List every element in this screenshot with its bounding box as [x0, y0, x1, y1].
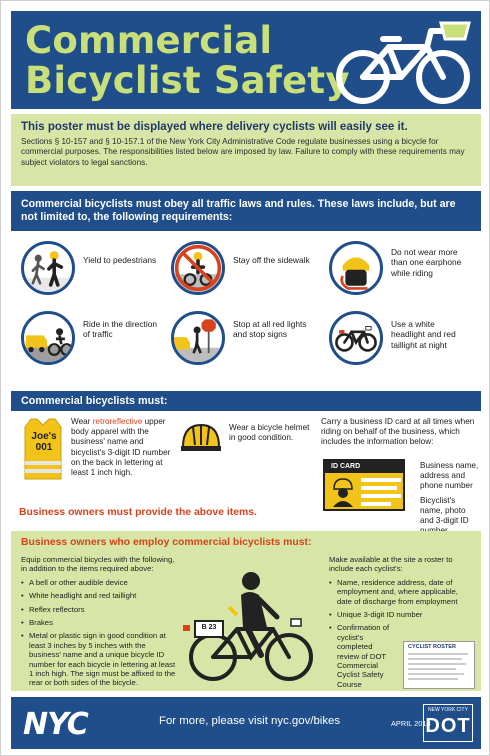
rule-label: Use a white headlight and red taillight at night: [391, 319, 456, 350]
rule-stop: [163, 311, 313, 373]
roster-document: [403, 641, 475, 689]
no-sidewalk-icon: [171, 241, 225, 295]
title-line-1: Commercial: [25, 19, 273, 62]
id-photo-icon: [330, 477, 356, 507]
must-heading: Commercial bicyclists must:: [11, 391, 481, 411]
idcard-item: Business name, address and phone number: [420, 461, 479, 491]
nyc-logo: NYC: [23, 707, 88, 742]
roster-title: CYCLIST ROSTER: [408, 644, 456, 650]
roster-item: • Unique 3-digit ID number: [329, 610, 473, 619]
bicycle-icon: [331, 17, 473, 105]
intro-box: [11, 114, 481, 186]
rule-label: Yield to pedestrians: [83, 255, 157, 265]
helmet-icon: [179, 421, 223, 461]
footer-banner: [11, 697, 481, 749]
rule-label: Stop at all red lights and stop signs: [233, 319, 307, 340]
dot-logo-big: DOT: [425, 715, 471, 737]
poster-date: APRIL 2013: [391, 719, 431, 728]
equipment-item: • Brakes: [21, 618, 177, 627]
idcard-requirement-text: Carry a business ID card at all times when riding on behalf of the business, which includes the information below:: [321, 417, 475, 447]
earphone-icon: [329, 241, 383, 295]
helmet-requirement-text: Wear a bicycle helmet in good condition.: [229, 423, 310, 443]
roster-intro: Make available at the site a roster to include each cyclist's:: [329, 555, 453, 574]
roster-item: • Name, residence address, date of employment and, where applicable, date of discharge from employment: [329, 578, 473, 606]
equipment-column: [21, 555, 177, 688]
bike-lights-icon: [329, 311, 383, 365]
vest-name-label: Joe's: [31, 431, 57, 442]
retroreflective-highlight: retroreflective: [92, 417, 143, 426]
id-card-label: ID CARD: [325, 461, 403, 473]
rule-direction: [13, 311, 163, 373]
equipment-item: • Metal or plastic sign in good condition at least 3 inches by 5 inches with the business' name and a unique bicycle ID number for each bicycle in lettering at least 1 inch high. The sign must be affixed to the rear or both sides of the bicycle.: [21, 631, 177, 687]
intro-body: Sections § 10-157 and § 10-157.1 of the New York City Administrative Code regulate businesses using a bicycle for commercial purposes. The responsibilities listed below are imposed by law. Failure to comply with these requirements may subject violators to legal sanctions.: [21, 137, 465, 167]
dot-logo-small: NEW YORK CITY: [428, 707, 468, 713]
rule-sidewalk: [163, 241, 313, 303]
owners-provide-line: Business owners must provide the above items.: [19, 507, 257, 518]
basket-icon: [441, 23, 469, 39]
rule-label: Stay off the sidewalk: [233, 255, 310, 265]
stop-sign-icon: [171, 311, 225, 365]
employers-heading: Business owners who employ commercial bicyclists must:: [21, 537, 312, 548]
employers-section: [11, 531, 481, 691]
poster-title: [25, 21, 350, 101]
visit-text: For more, please visit nyc.gov/bikes: [159, 715, 341, 727]
title-line-2: Bicyclist Safety: [25, 59, 350, 102]
rule-label: Ride in the direction of traffic: [83, 319, 158, 340]
rule-earphone: [321, 241, 471, 303]
equipment-intro: Equip commercial bicycles with the following, in addition to the items required above:: [21, 555, 175, 574]
equipment-item: • Reflex reflectors: [21, 605, 177, 614]
equipment-item: • A bell or other audible device: [21, 578, 177, 587]
rule-lights: [321, 311, 471, 373]
rules-grid: [11, 231, 481, 386]
rule-yield: [13, 241, 163, 303]
dot-logo: [423, 704, 473, 742]
vest-requirement-text: Wear retroreflective upper body apparel with the business' name and bicyclist's 3-digit ID number on the back in lettering at least 1 inch high.: [71, 417, 171, 478]
idcard-items: [413, 461, 479, 536]
pedestrian-yield-icon: [21, 241, 75, 295]
must-section: [11, 411, 481, 531]
bike-sign-text: B 23: [201, 624, 217, 631]
traffic-direction-icon: [21, 311, 75, 365]
id-card-illustration: [323, 459, 405, 511]
roster-item: • Confirmation of cyclist's completed review of DOT Commercial Cyclist Safety Course: [329, 623, 395, 689]
rule-label: Do not wear more than one earphone while riding: [391, 247, 462, 278]
laws-heading: Commercial bicyclists must obey all traffic laws and rules. These laws include, but are not limited to, the following requirements:: [11, 191, 481, 231]
idcard-item: Bicyclist's name, photo and 3-digit ID: [420, 495, 469, 526]
equipment-item: • White headlight and red taillight: [21, 591, 177, 600]
equipment-list: [21, 578, 177, 688]
header-banner: [11, 11, 481, 109]
vest-id-label: 001: [35, 442, 53, 453]
intro-heading: This poster must be displayed where delivery cyclists will easily see it.: [21, 121, 408, 133]
